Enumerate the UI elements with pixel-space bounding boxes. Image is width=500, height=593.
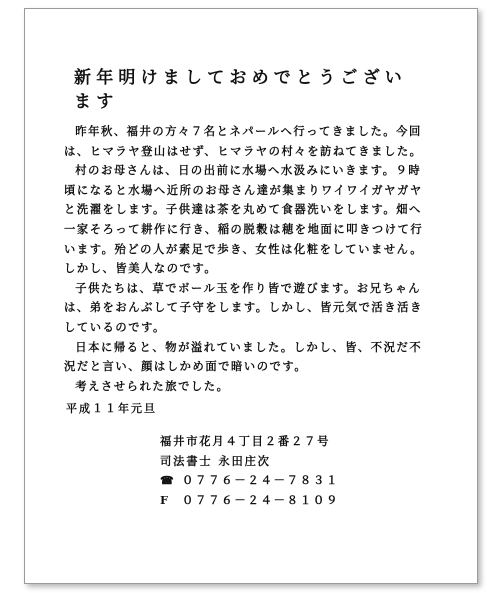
sender-address: 福井市花月４丁目２番２７号: [160, 434, 331, 448]
letter-date: 平成１１年元旦: [66, 402, 157, 415]
tel-number: ０７７６－２４－７８３１: [182, 473, 340, 488]
new-year-greeting: 新年明けましておめでとうございます: [74, 68, 407, 112]
phone-icon: ☎: [160, 474, 176, 488]
paragraph-5: 考えさせられた旅でした。: [75, 378, 230, 393]
sender-title: 司法書士: [160, 453, 213, 468]
sender-tel: [160, 471, 339, 491]
sender-fax: [160, 491, 339, 511]
fax-number: ０７７６－２４－８１０９: [182, 492, 340, 507]
sender-title-name: [160, 452, 339, 472]
paragraph-2: 村のお母さんは、日の出前に水場へ水汲みにいきます。９時頃になると水場へ近所のお母さん達が集まりワイワイガヤガヤと洗濯をします。子供達は茶を丸めて食器洗いをします。畑へ一家そろって耕作に行き、稲の脱穀は穂を地面に叩きつけて行います。殆どの人が素足で歩き、女性は化粧をしていません。しかし、皆美人なのです。: [64, 163, 424, 276]
sender-name: 永田庄次: [218, 453, 271, 468]
paragraph-1: 昨年秋、福井の方々７名とネパールへ行ってきました。今回は、ヒマラヤ登山はせず、ヒマラヤの村々を訪ねてきました。: [64, 124, 423, 158]
fax-label: F: [160, 492, 170, 507]
paragraph-3: 子供たちは、草でボール玉を作り皆で遊びます。お兄ちゃんは、弟をおんぶして子守をします。しかし、皆元気で活き活きしているのです。: [64, 280, 423, 334]
sender-contact-block: [160, 432, 339, 510]
letter-body: [64, 122, 430, 396]
paragraph-4: 日本に帰ると、物が溢れていました。しかし、皆、不況だ不況だと言い、顔はしかめ面で暗いのです。: [64, 339, 423, 374]
